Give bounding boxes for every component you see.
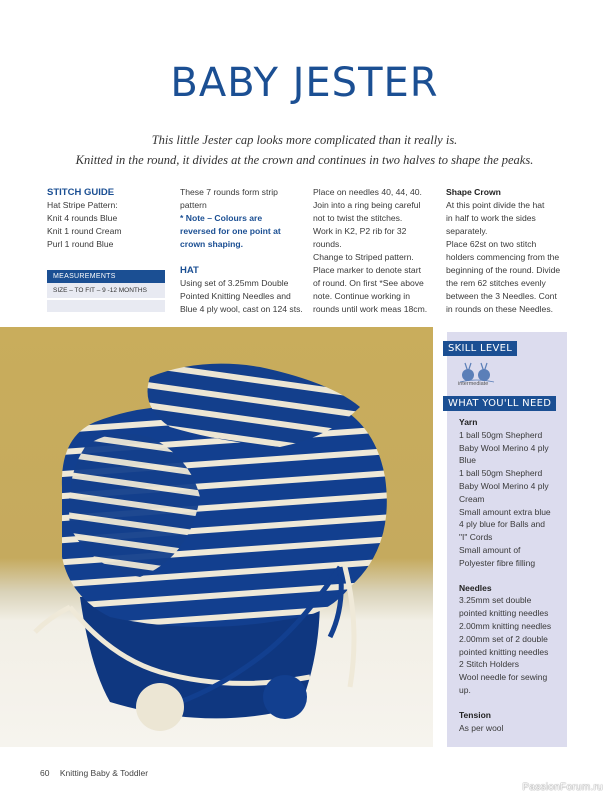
page-number: 60 bbox=[40, 768, 50, 778]
yarn-line: Small amount of bbox=[459, 544, 521, 555]
jester-hat-photo bbox=[0, 327, 433, 747]
needles-line: pointed knitting needles bbox=[459, 608, 549, 619]
text-line: Work in K2, P2 rib for 32 bbox=[313, 226, 407, 236]
text-line: holders commencing from the bbox=[446, 252, 560, 262]
what-you-need-heading: WHAT YOU'LL NEED bbox=[443, 396, 556, 411]
needles-line: 3.25mm set double bbox=[459, 595, 532, 606]
column-4 bbox=[446, 186, 586, 316]
publication-name: Knitting Baby & Toddler bbox=[59, 768, 149, 778]
text-line: Place marker to denote start bbox=[313, 265, 421, 275]
note-line: crown shaping. bbox=[180, 239, 244, 249]
yarn-line: Polyester fibre filling bbox=[459, 557, 536, 568]
jester-hat-illustration bbox=[0, 327, 433, 747]
text-line: separately. bbox=[446, 226, 488, 236]
yarn-line: Blue bbox=[459, 455, 477, 466]
text-line: beginning of the round. Divide bbox=[446, 265, 561, 275]
stitch-guide-heading: STITCH GUIDE bbox=[47, 187, 115, 198]
column-3 bbox=[313, 186, 438, 316]
text-line: Blue 4 ply wool, cast on 124 sts. bbox=[180, 304, 303, 314]
yarn-line: Baby Wool Merino 4 ply bbox=[459, 480, 549, 491]
text-line: Place 62st on two stitch bbox=[446, 239, 537, 249]
yarn-heading: Yarn bbox=[459, 417, 478, 427]
needles-line: 2 Stitch Holders bbox=[459, 659, 519, 670]
shape-crown-heading: Shape Crown bbox=[446, 187, 501, 197]
text-line: Using set of 3.25mm Double bbox=[180, 278, 289, 288]
measurements-empty-row bbox=[47, 300, 165, 312]
text-line: These 7 rounds form strip bbox=[180, 187, 278, 197]
materials-list bbox=[459, 416, 569, 734]
text-line: between the 3 Needles. Cont bbox=[446, 291, 557, 301]
yarn-line: Baby Wool Merino 4 ply bbox=[459, 442, 549, 453]
stitch-line: Hat Stripe Pattern: bbox=[47, 200, 118, 210]
intro-text bbox=[0, 130, 609, 170]
intro-line: This little Jester cap looks more complicated than it really is. bbox=[151, 133, 458, 147]
yarn-line: Cream bbox=[459, 493, 485, 504]
note-line: * Note – Colours are bbox=[180, 213, 263, 223]
hat-heading: HAT bbox=[180, 265, 199, 276]
text-line: of round. On first *See above bbox=[313, 278, 424, 288]
yarn-line: 1 ball 50gm Shepherd bbox=[459, 429, 543, 440]
yarn-line: 4 ply blue for Balls and bbox=[459, 519, 545, 530]
stitch-line: Knit 4 rounds Blue bbox=[47, 213, 118, 223]
text-line: rounds. bbox=[313, 239, 342, 249]
needles-line: 2.00mm set of 2 double bbox=[459, 633, 548, 644]
text-line: not to twist the stitches. bbox=[313, 213, 403, 223]
text-line: in half to work the sides bbox=[446, 213, 536, 223]
skill-level-heading: SKILL LEVEL bbox=[443, 341, 517, 356]
note-line: reversed for one point at bbox=[180, 226, 281, 236]
tension-line: As per wool bbox=[459, 722, 504, 733]
yarn-line: Small amount extra blue bbox=[459, 506, 551, 517]
needles-line: Wool needle for sewing bbox=[459, 672, 548, 683]
page-footer bbox=[40, 768, 148, 778]
column-2 bbox=[180, 186, 305, 316]
needles-line: up. bbox=[459, 684, 471, 695]
text-line: Join into a ring being careful bbox=[313, 200, 421, 210]
measurements-size: SIZE – TO FIT – 9 -12 MONTHS bbox=[47, 283, 165, 298]
yarn-line: "I" Cords bbox=[459, 532, 493, 543]
skill-level-label: intermediate bbox=[458, 381, 489, 387]
needles-line: 2.00mm knitting needles bbox=[459, 620, 552, 631]
yarn-line: 1 ball 50gm Shepherd bbox=[459, 468, 543, 479]
intro-line: Knitted in the round, it divides at the crown and continues in two halves to shape the peaks. bbox=[75, 153, 534, 167]
text-line: the rem 62 stitches evenly bbox=[446, 278, 546, 288]
text-line: note. Continue working in bbox=[313, 291, 410, 301]
watermark: PassionForum.ru bbox=[522, 782, 603, 793]
stitch-line: Knit 1 round Cream bbox=[47, 226, 122, 236]
text-line: At this point divide the hat bbox=[446, 200, 545, 210]
measurements-box bbox=[47, 270, 165, 312]
text-line: pattern bbox=[180, 200, 207, 210]
stitch-guide bbox=[47, 186, 172, 251]
text-line: rounds until work meas 18cm. bbox=[313, 304, 428, 314]
text-line: in rounds on these Needles. bbox=[446, 304, 554, 314]
needles-line: pointed knitting needles bbox=[459, 646, 549, 657]
text-line: Place on needles 40, 44, 40. bbox=[313, 187, 422, 197]
measurements-heading: MEASUREMENTS bbox=[47, 270, 165, 283]
text-line: Pointed Knitting Needles and bbox=[180, 291, 291, 301]
stitch-line: Purl 1 round Blue bbox=[47, 239, 114, 249]
needles-heading: Needles bbox=[459, 582, 492, 593]
text-line: Change to Striped pattern. bbox=[313, 252, 414, 262]
page-title: BABY JESTER bbox=[170, 60, 439, 106]
tension-heading: Tension bbox=[459, 709, 491, 720]
